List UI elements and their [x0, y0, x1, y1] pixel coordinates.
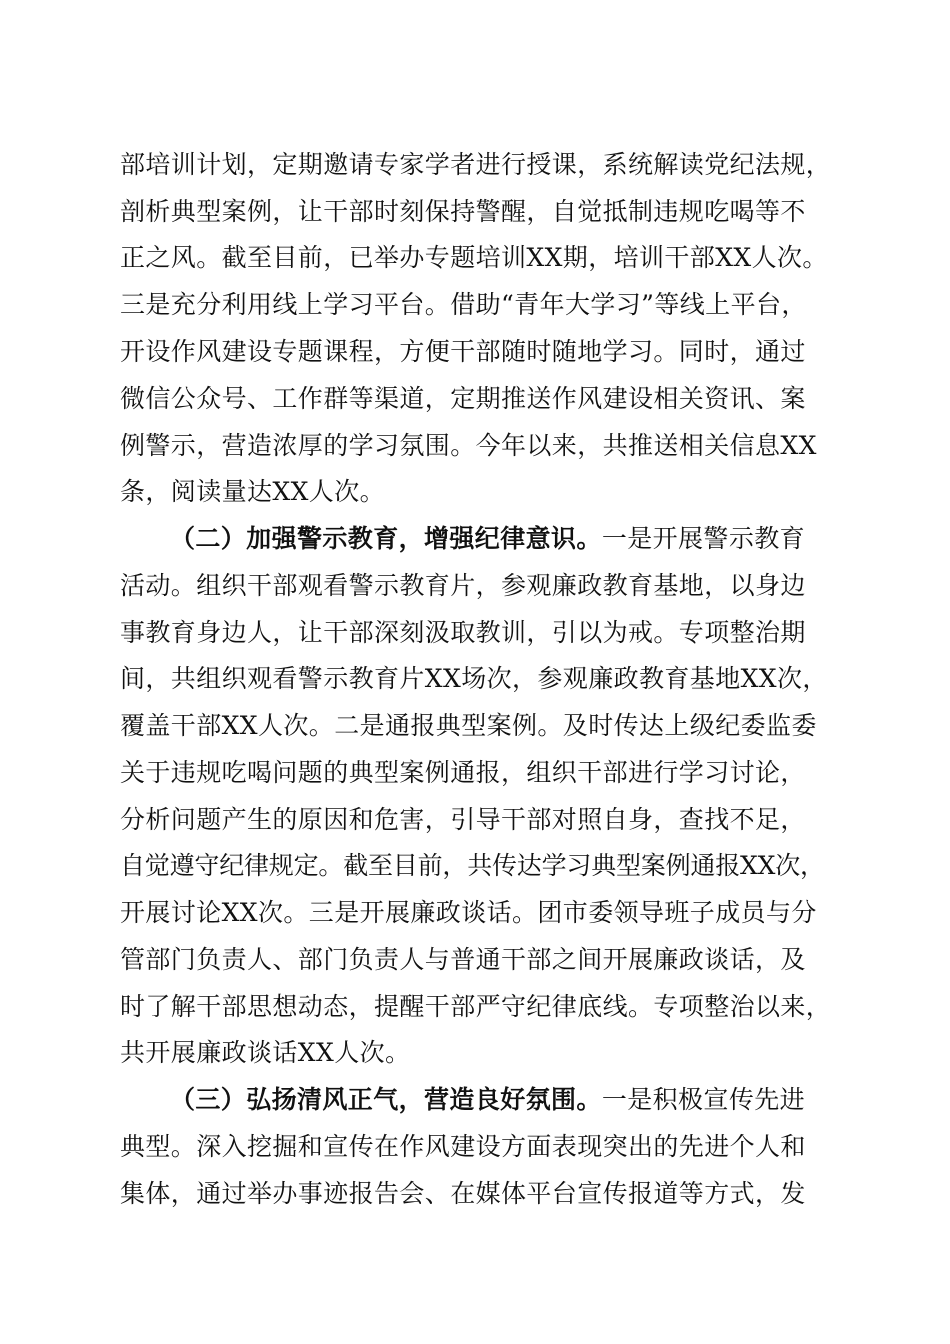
text-line: 自觉遵守纪律规定。截至目前，共传达学习典型案例通报XX次，	[120, 851, 825, 880]
text-line: 活动。组织干部观看警示教育片，参观廉政教育基地，以身边	[120, 571, 806, 600]
section-paragraph-start: （三）弘扬清风正气，营造良好氛围。一是积极宣传先进	[170, 1085, 806, 1114]
text-line: 间，共组织观看警示教育片XX场次，参观廉政教育基地XX次，	[120, 664, 828, 693]
text-line: 微信公众号、工作群等渠道，定期推送作风建设相关资讯、案	[120, 384, 806, 413]
text-line: 事教育身边人，让干部深刻汲取教训，引以为戒。专项整治期	[120, 618, 806, 647]
section-heading: （二）加强警示教育，增强纪律意识。	[170, 524, 602, 553]
text-line: 关于违规吃喝问题的典型案例通报，组织干部进行学习讨论，	[120, 758, 806, 787]
text-line: 例警示，营造浓厚的学习氛围。今年以来，共推送相关信息XX	[120, 431, 817, 460]
section-paragraph-start: （二）加强警示教育，增强纪律意识。一是开展警示教育	[170, 524, 806, 553]
text-line: 条，阅读量达XX人次。	[120, 477, 385, 506]
text-line: 开设作风建设专题课程，方便干部随时随地学习。同时，通过	[120, 337, 806, 366]
text-line: 正之风。截至目前，已举办专题培训XX期，培训干部XX人次。	[120, 243, 828, 272]
text-line: 时了解干部思想动态，提醒干部严守纪律底线。专项整治以来，	[120, 992, 832, 1021]
text-line: 管部门负责人、部门负责人与普通干部之间开展廉政谈话，及	[120, 945, 806, 974]
text-line: 典型。深入挖掘和宣传在作风建设方面表现突出的先进个人和	[120, 1132, 806, 1161]
text-line: 开展讨论XX次。三是开展廉政谈话。团市委领导班子成员与分	[120, 898, 817, 927]
text-line: 共开展廉政谈话XX人次。	[120, 1038, 411, 1067]
text-line: 覆盖干部XX人次。二是通报典型案例。及时传达上级纪委监委	[120, 711, 817, 740]
text-line: 分析问题产生的原因和危害，引导干部对照自身，查找不足，	[120, 805, 806, 834]
text-line: 部培训计划，定期邀请专家学者进行授课，系统解读党纪法规，	[120, 150, 832, 179]
text-line: 剖析典型案例，让干部时刻保持警醒，自觉抵制违规吃喝等不	[120, 197, 806, 226]
section-heading: （三）弘扬清风正气，营造良好氛围。	[170, 1085, 602, 1114]
text-line: 集体，通过举办事迹报告会、在媒体平台宣传报道等方式，发	[120, 1179, 806, 1208]
text-line: 三是充分利用线上学习平台。借助“青年大学习”等线上平台，	[120, 290, 807, 319]
